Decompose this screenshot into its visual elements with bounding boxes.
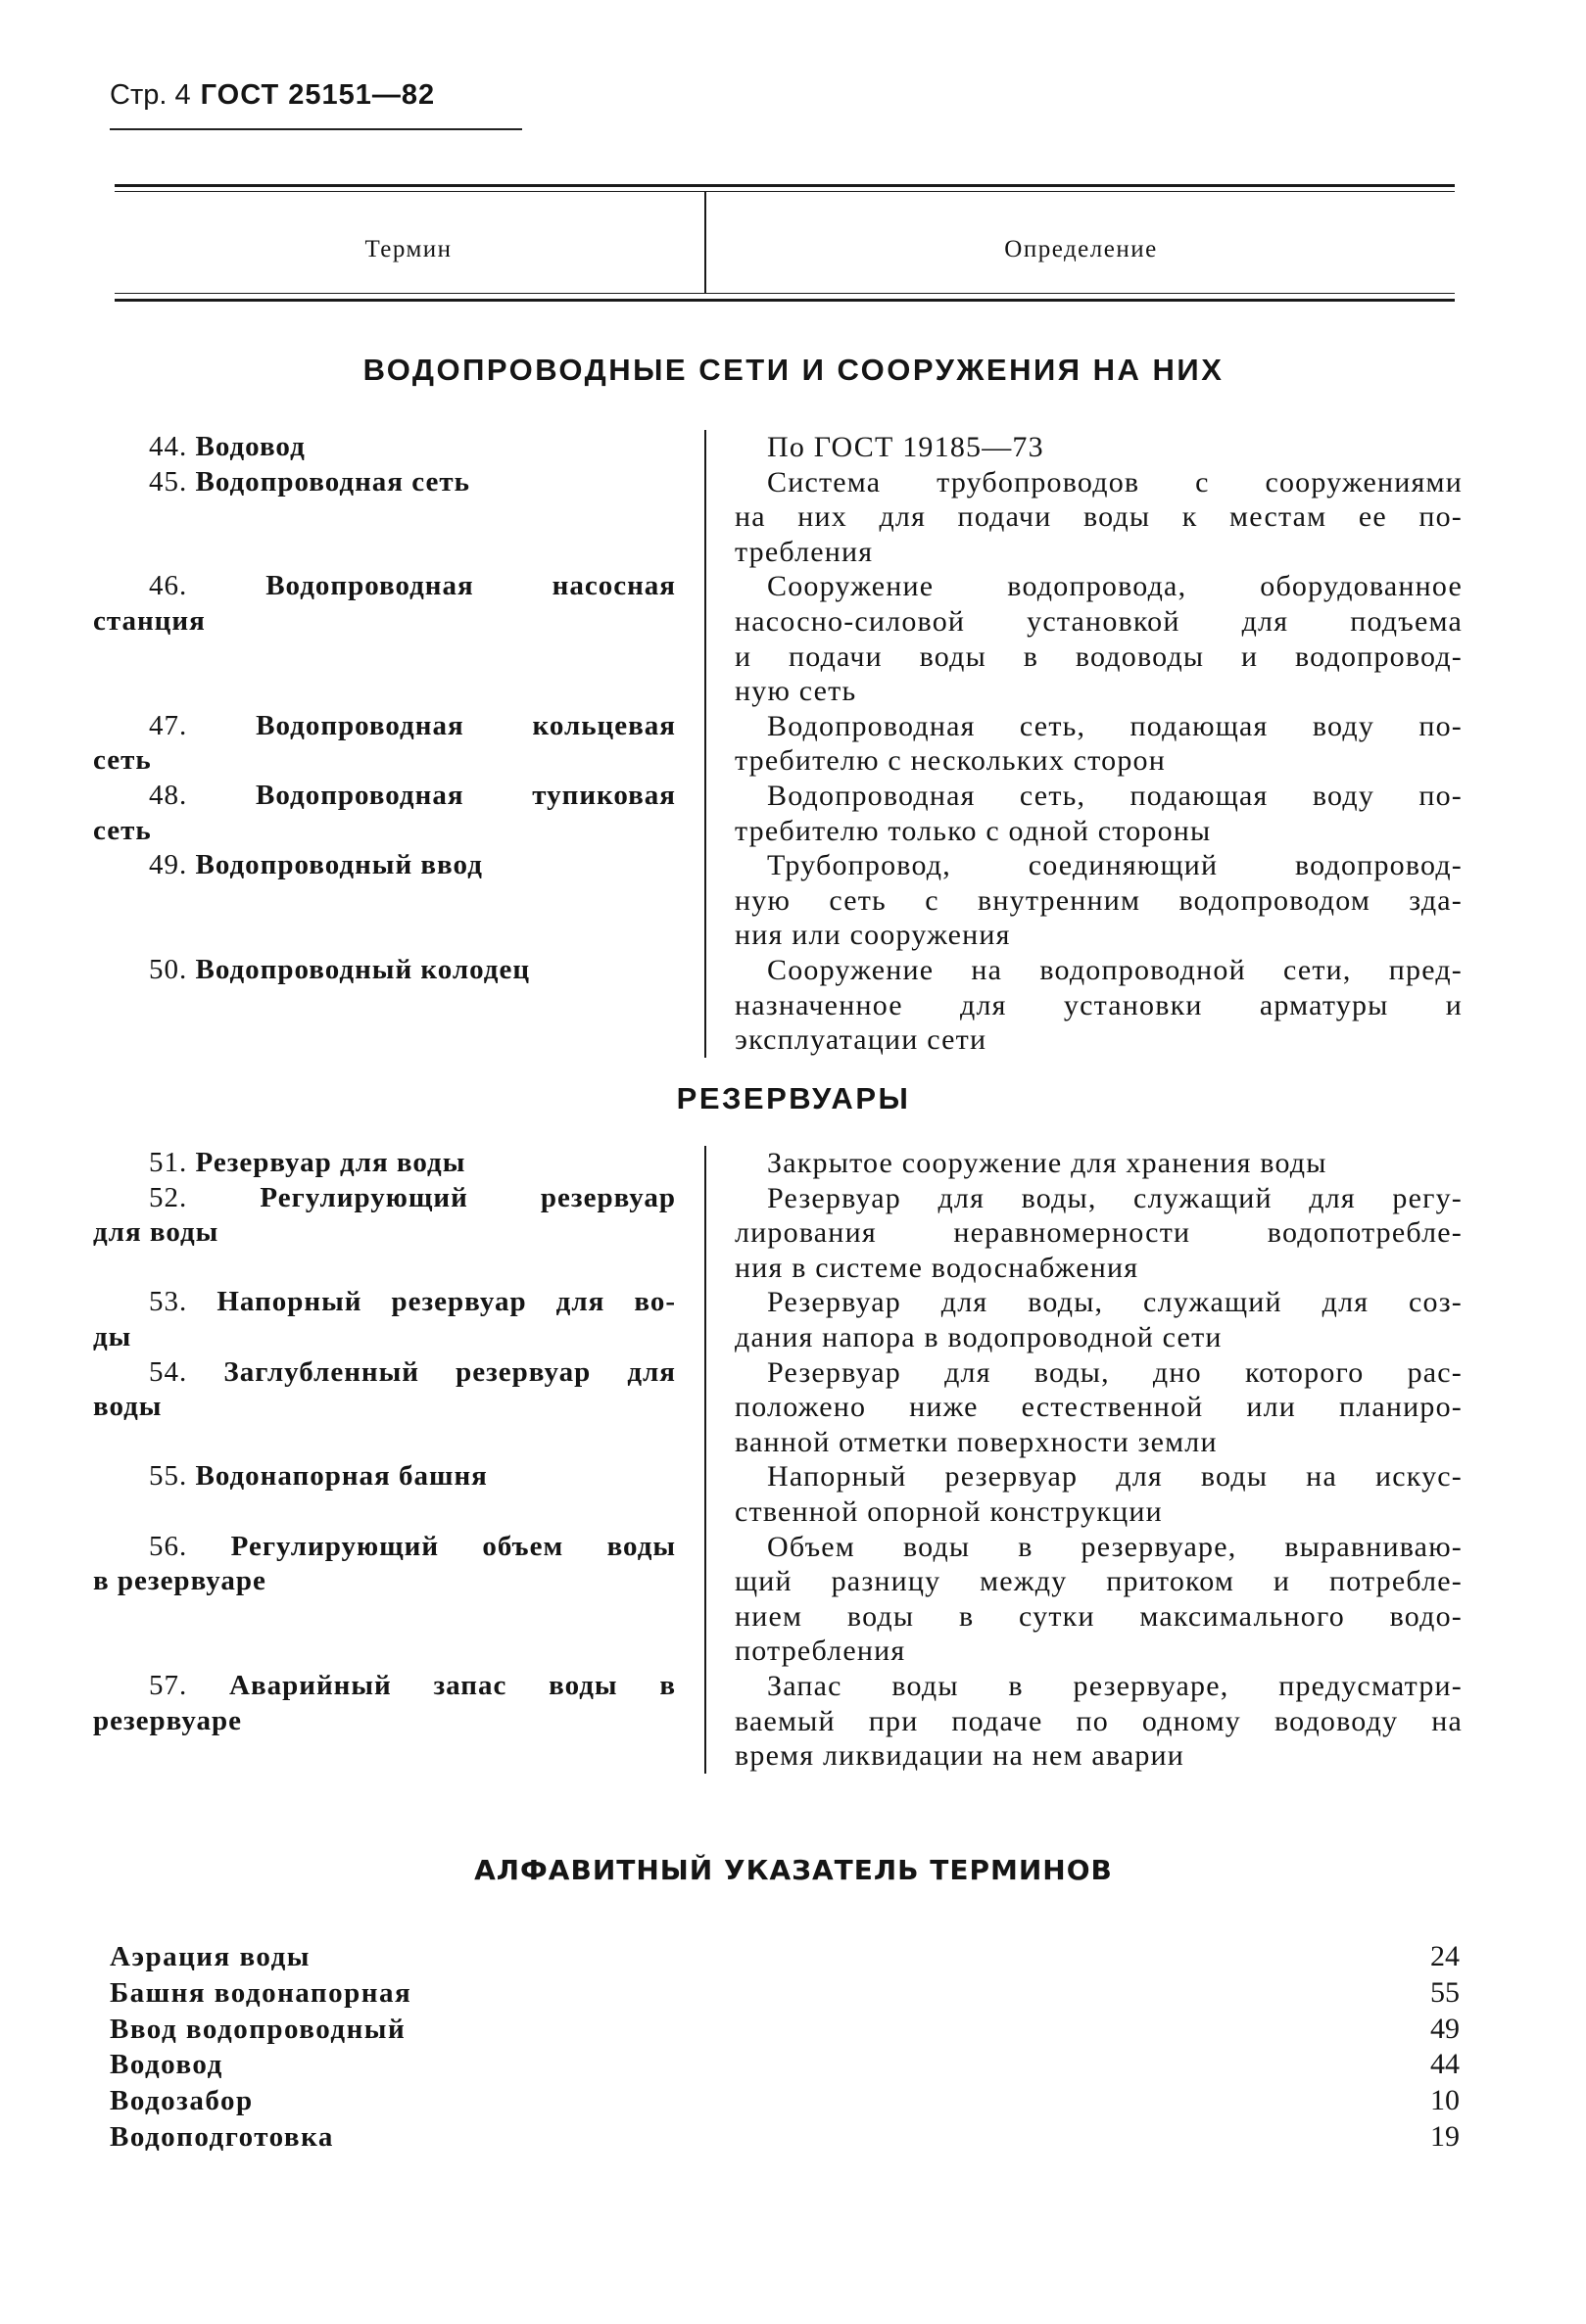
term-row — [88, 1355, 1463, 1460]
term-cell — [88, 430, 676, 465]
term-row — [88, 1530, 1463, 1669]
term-number: 45. — [149, 465, 188, 498]
definition-cell — [735, 1181, 1463, 1286]
term-line — [88, 779, 676, 814]
definition-line: время ликвидации на нем аварии — [735, 1739, 1185, 1773]
term-number: 52. — [149, 1181, 188, 1213]
definition-line: требителю с нескольких сторон — [735, 744, 1166, 778]
term-number: 44. — [149, 431, 188, 462]
term-cell — [88, 779, 676, 848]
term-cell — [88, 848, 676, 883]
index-ref: 44 — [1430, 2048, 1460, 2081]
table-rule-bottom-thick — [115, 299, 1455, 302]
definition-line: ную сеть с внутренним водопроводом зда- — [735, 883, 1463, 917]
definition-cell — [735, 1355, 1463, 1460]
term-line — [88, 1704, 676, 1739]
section-rows — [88, 1146, 1463, 1774]
table-rule-top-thin — [115, 191, 1455, 192]
term-number: 49. — [149, 849, 188, 881]
index-term: Аэрация воды — [110, 1941, 311, 1972]
term-row — [88, 779, 1463, 848]
definition-cell — [735, 1459, 1463, 1529]
index-term: Башня водонапорная — [110, 1976, 412, 2009]
header-underline — [110, 128, 522, 130]
definition-line: ния в системе водоснабжения — [735, 1251, 1139, 1284]
standard-code: ГОСТ 25151—82 — [200, 79, 436, 111]
term-row — [88, 465, 1463, 570]
definition-line: Объем воды в резервуаре, выравниваю- — [767, 1530, 1463, 1563]
section-rows-body — [88, 1146, 1463, 1774]
term-line — [88, 1530, 676, 1565]
definition-line: Резервуар для воды, дно которого рас- — [767, 1355, 1463, 1389]
definition-line: эксплуатации сети — [735, 1023, 987, 1057]
term-line — [88, 1181, 676, 1216]
definition-cell — [735, 953, 1463, 1058]
column-divider — [704, 430, 706, 1058]
term-number: 53. — [149, 1286, 188, 1318]
term-name-continued: станция — [93, 604, 206, 637]
term-line — [88, 1285, 676, 1320]
term-name-continued: сеть — [93, 744, 152, 777]
section-rows-body — [88, 430, 1463, 1058]
term-name: Заглубленный резервуар для — [223, 1355, 676, 1388]
term-row — [88, 1459, 1463, 1529]
index-term: Ввод водопроводный — [110, 2013, 407, 2045]
definition-line: назначенное для установки арматуры и — [735, 988, 1463, 1021]
term-line — [88, 709, 676, 744]
definition-line: Резервуар для воды, служащий для регу- — [767, 1181, 1463, 1214]
section-title: ВОДОПРОВОДНЫЕ СЕТИ И СООРУЖЕНИЯ НА НИХ — [362, 353, 1225, 387]
term-line — [88, 848, 676, 883]
definition-line: лирования неравномерности водопотребле- — [735, 1216, 1463, 1250]
term-line — [88, 1390, 676, 1425]
term-name-continued: ды — [93, 1320, 132, 1352]
term-cell — [88, 1459, 676, 1494]
term-name: Водовод — [195, 431, 306, 462]
definition-line: Резервуар для воды, служащий для соз- — [767, 1286, 1463, 1319]
term-line — [88, 569, 676, 604]
term-name: Регулирующий резервуар — [260, 1181, 676, 1213]
term-line — [88, 814, 676, 849]
index-item — [110, 1939, 1460, 1975]
index-item — [110, 2012, 1460, 2048]
term-name: Водопроводный ввод — [195, 849, 483, 881]
definition-line: насосно-силовой установкой для подъема — [735, 604, 1463, 638]
definition-line: Запас воды в резервуаре, предусматри- — [767, 1669, 1463, 1702]
definition-line: нием воды в сутки максимального водо- — [735, 1599, 1463, 1633]
term-name: Водопроводная тупиковая — [256, 779, 676, 811]
term-number: 47. — [149, 709, 188, 741]
term-row — [88, 1285, 1463, 1354]
definition-cell — [735, 848, 1463, 953]
definition-line: положено ниже естественной или планиро- — [735, 1391, 1463, 1424]
term-name-continued: в резервуаре — [93, 1565, 266, 1597]
definition-cell — [735, 569, 1463, 708]
term-number: 56. — [149, 1530, 188, 1562]
definition-line: Напорный резервуар для воды на искус- — [767, 1460, 1463, 1494]
term-name: Водопроводная насосная — [265, 570, 676, 602]
table-head-divider — [704, 192, 706, 294]
definition-cell — [735, 779, 1463, 848]
term-cell — [88, 1355, 676, 1425]
term-cell — [88, 1669, 676, 1738]
definition-cell — [735, 1669, 1463, 1774]
index-ref: 19 — [1430, 2119, 1460, 2153]
term-cell — [88, 1146, 676, 1181]
definition-line: ванной отметки поверхности земли — [735, 1425, 1218, 1458]
index-ref: 24 — [1430, 1940, 1460, 1972]
term-line — [88, 1355, 676, 1391]
term-line — [88, 953, 676, 988]
index-item — [110, 1975, 1460, 2012]
index-list — [110, 1939, 1460, 2156]
term-row — [88, 1669, 1463, 1774]
term-number: 55. — [149, 1460, 188, 1493]
definition-line: и подачи воды в водоводы и водопровод- — [735, 640, 1463, 673]
term-number: 50. — [149, 953, 188, 985]
definition-line: потребления — [735, 1635, 906, 1668]
term-name: Регулирующий объем воды — [230, 1530, 677, 1562]
definition-line: Водопроводная сеть, подающая воду по- — [767, 779, 1463, 812]
definition-cell — [735, 1285, 1463, 1354]
term-name: Водопроводная сеть — [195, 465, 470, 498]
term-number: 51. — [149, 1147, 188, 1178]
table-head-term: Термин — [364, 236, 453, 262]
definition-cell — [735, 465, 1463, 570]
term-row — [88, 953, 1463, 1058]
term-line — [88, 465, 676, 500]
term-line — [88, 1146, 676, 1181]
term-line — [88, 430, 676, 465]
index-ref: 10 — [1430, 2084, 1460, 2117]
term-cell — [88, 1285, 676, 1354]
definition-line: требителю только с одной стороны — [735, 814, 1212, 847]
term-row — [88, 1146, 1463, 1181]
definition-line: Система трубопроводов с сооружениями — [767, 465, 1463, 498]
term-cell — [88, 1530, 676, 1599]
term-name: Водонапорная башня — [195, 1460, 488, 1493]
term-line — [88, 1564, 676, 1599]
term-name: Водопроводный колодец — [195, 953, 531, 985]
term-number: 57. — [149, 1669, 188, 1701]
definition-cell — [735, 1530, 1463, 1669]
term-name-continued: сеть — [93, 814, 152, 846]
term-name-continued: резервуаре — [93, 1704, 242, 1736]
term-name-continued: для воды — [93, 1216, 219, 1249]
definition-line: ваемый при подаче по одному водоводу на — [735, 1704, 1463, 1737]
index-term: Водоподготовка — [110, 2120, 334, 2153]
definition-line: Сооружение на водопроводной сети, пред- — [767, 953, 1463, 986]
term-name: Напорный резервуар для во- — [216, 1286, 676, 1318]
index-ref: 55 — [1430, 1975, 1460, 2009]
index-term: Водозабор — [110, 2085, 254, 2117]
definition-line: дания напора в водопроводной сети — [735, 1320, 1223, 1353]
term-line — [88, 743, 676, 779]
definition-line: По ГОСТ 19185—73 — [767, 431, 1044, 463]
term-cell — [88, 569, 676, 639]
term-line — [88, 1320, 676, 1355]
definition-line: ную сеть — [735, 675, 857, 708]
term-name: Резервуар для воды — [195, 1147, 466, 1178]
definition-cell — [735, 1146, 1463, 1181]
term-row — [88, 569, 1463, 708]
definition-line: требления — [735, 535, 874, 568]
definition-cell — [735, 709, 1463, 779]
term-name-continued: воды — [93, 1391, 163, 1423]
section-title: РЕЗЕРВУАРЫ — [676, 1081, 911, 1115]
term-cell — [88, 465, 676, 500]
term-line — [88, 1669, 676, 1704]
term-row — [88, 1181, 1463, 1286]
index-item — [110, 2119, 1460, 2156]
term-number: 48. — [149, 779, 188, 811]
index-item — [110, 2083, 1460, 2119]
table-rule-top-thick — [115, 184, 1455, 187]
page-number: Стр. 4 — [110, 79, 191, 111]
table-head-definition: Определение — [1004, 236, 1158, 262]
definition-line: щий разницу между притоком и потребле- — [735, 1565, 1463, 1598]
definition-cell — [735, 430, 1463, 465]
term-row — [88, 709, 1463, 779]
index-title: АЛФАВИТНЫЙ УКАЗАТЕЛЬ ТЕРМИНОВ — [474, 1854, 1113, 1886]
term-cell — [88, 953, 676, 988]
term-row — [88, 430, 1463, 465]
term-name: Водопроводная кольцевая — [256, 709, 676, 741]
term-number: 54. — [149, 1355, 188, 1388]
index-item — [110, 2047, 1460, 2083]
term-line — [88, 1459, 676, 1494]
term-line — [88, 1215, 676, 1251]
definition-line: ния или сооружения — [735, 919, 1011, 952]
term-name: Аварийный запас воды в — [229, 1669, 677, 1701]
column-divider — [704, 1146, 706, 1774]
term-cell — [88, 1181, 676, 1251]
definition-line: Трубопровод, соединяющий водопровод- — [767, 849, 1463, 882]
definition-line: на них для подачи воды к местам ее по- — [735, 500, 1463, 534]
definition-line: ственной опорной конструкции — [735, 1494, 1163, 1528]
term-row — [88, 848, 1463, 953]
definition-line: Сооружение водопровода, оборудованное — [767, 570, 1463, 603]
index-ref: 49 — [1430, 2012, 1460, 2045]
term-number: 46. — [149, 570, 188, 602]
section-rows — [88, 430, 1463, 1058]
definition-line: Водопроводная сеть, подающая воду по- — [767, 709, 1463, 742]
page-header — [110, 74, 435, 116]
term-line — [88, 604, 676, 640]
index-term: Водовод — [110, 2049, 223, 2081]
definition-line: Закрытое сооружение для хранения воды — [767, 1147, 1327, 1179]
term-cell — [88, 709, 676, 779]
table-rule-bottom-thin — [115, 293, 1455, 294]
